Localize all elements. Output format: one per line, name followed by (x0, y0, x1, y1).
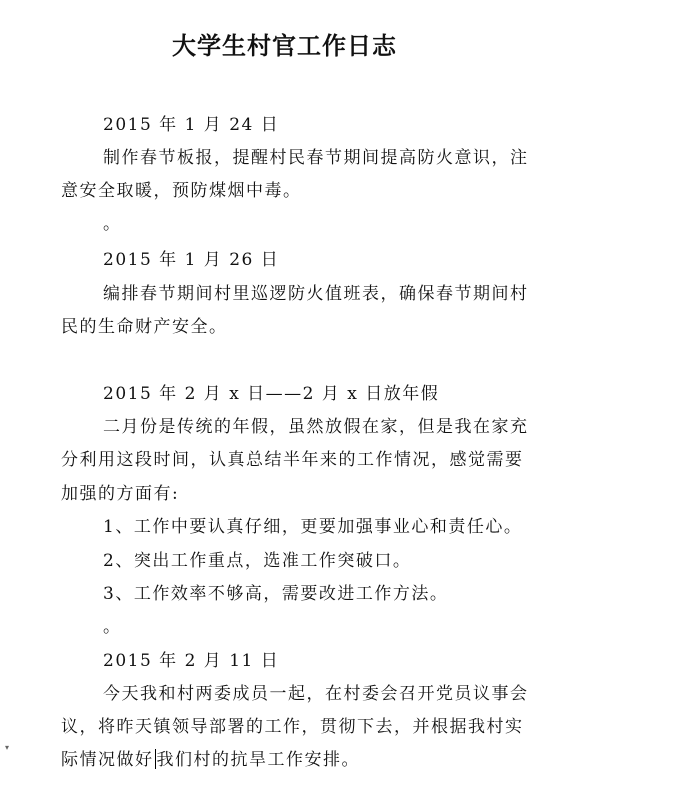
paragraph-mark: 。 (103, 214, 122, 234)
text-cursor (155, 749, 156, 769)
entry-text-line: 加强的方面有: (61, 484, 180, 504)
entry-date: 2015 年 1 月 26 日 (103, 250, 280, 270)
entry-text-line-with-cursor[interactable] (61, 745, 360, 770)
document-title: 大学生村官工作日志 (172, 31, 397, 60)
text-before-cursor: 际情况做好 (61, 750, 154, 770)
margin-marker-icon: ▾ (5, 743, 10, 752)
entry-text-line: 制作春节板报，提醒村民春节期间提高防火意识，注 (103, 148, 529, 168)
paragraph-mark: 。 (103, 617, 122, 637)
text-after-cursor: 我们村的抗旱工作安排。 (156, 750, 360, 770)
entry-text-line: 意安全取暖，预防煤烟中毒。 (61, 181, 302, 201)
entry-date: 2015 年 2 月 11 日 (103, 651, 280, 671)
entry-text-line: 民的生命财产安全。 (61, 317, 228, 337)
list-item: 3、工作效率不够高，需要改进工作方法。 (103, 584, 449, 604)
entry-text-line: 议，将昨天镇领导部署的工作，贯彻下去，并根据我村实 (61, 717, 524, 737)
entry-text-line: 分利用这段时间，认真总结半年来的工作情况，感觉需要 (61, 450, 524, 470)
entry-date: 2015 年 1 月 24 日 (103, 115, 280, 135)
entry-text-line: 二月份是传统的年假，虽然放假在家，但是我在家充 (103, 417, 529, 437)
list-item: 2、突出工作重点，选准工作突破口。 (103, 551, 412, 571)
entry-text-line: 编排春节期间村里巡逻防火值班表，确保春节期间村 (103, 284, 529, 304)
entry-date: 2015 年 2 月 x 日——2 月 x 日放年假 (103, 384, 440, 404)
list-item: 1、工作中要认真仔细，更要加强事业心和责任心。 (103, 517, 523, 537)
entry-text-line: 今天我和村两委成员一起，在村委会召开党员议事会 (103, 684, 529, 704)
